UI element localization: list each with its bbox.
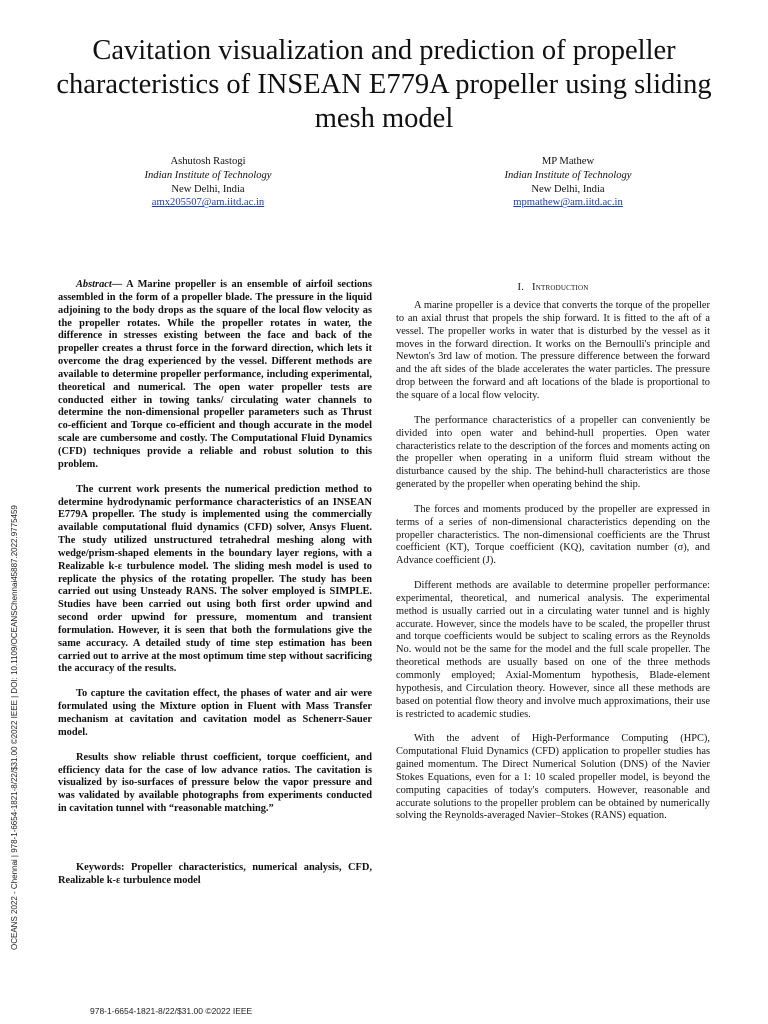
copyright-footer: 978-1-6654-1821-8/22/$31.00 ©2022 IEEE [90, 1006, 253, 1016]
author-email-link[interactable]: mpmathew@am.iitd.ac.in [513, 197, 623, 209]
section-number: I. [517, 282, 525, 293]
section-heading [396, 281, 710, 294]
author-block-1 [58, 155, 358, 210]
intro-paragraph: A marine propeller is a device that converts the torque of the propeller to an axial thrust that propels the ship forward. It is fitted to the aft of a vessel. The propeller works in water that is disturbed by the vessel as it moves in the forward direction. It works on the Bernoulli's principle and Newton's 3rd law of motion. The pressure difference between the forward and the aft sides of the blade accelerates the water particles. The pressure drop between the forward and aft locations of the blade is proportional to the square of a local flow velocity. [396, 300, 710, 401]
keywords: Keywords: Propeller characteristics, numerical analysis, CFD, Realizable k-ε turbulence model [58, 861, 372, 886]
abstract-paragraph: Results show reliable thrust coefficient, torque coefficient, and efficiency data for the case of low advance ratios. The cavitation is visualized by iso-surfaces of pressure below the vapor pressure and was validated by available photographs from experiments conducted in cavitation tunnel with “reasonable matching.” [58, 751, 372, 815]
abstract-column [58, 279, 372, 900]
abstract-label: Abstract— [76, 279, 123, 290]
author-email-link[interactable]: amx205507@am.iitd.ac.in [151, 197, 265, 209]
author-block-2 [418, 155, 718, 210]
author-affiliation: Indian Institute of Technology [504, 169, 632, 181]
intro-paragraph: Different methods are available to determine propeller performance: experimental, theoretical, and numerical analysis. The experimental method is usually carried out in a circulating water tunnel and is highly accurate. However, since the models have to be scaled, the propeller thrust and torque coefficients would be subject to scaling errors as the Reynolds No. would not be the same for the model and the full scale propeller. The theoretical methods are usually based on one of the three methods commonly employed; Axial-Momentum hypothesis, Blade-element hypothesis, and Circulation theory. However, since all these methods are based on potential flow theory and involve much approximations, their use is restricted to academic studies. [396, 580, 710, 720]
introduction-column [396, 281, 710, 835]
abstract-paragraph: The current work presents the numerical prediction method to determine hydrodynamic performance characteristics of an INSEAN E779A propeller. The study is implemented using the commercially available computational fluid dynamics (CFD) solver, Ansys Fluent. The study utilized unstructured tetrahedral meshing along with wedge/prism-shaped elements in the boundary layer regions, with a Realizable k-ε turbulence model. The sliding mesh model is used to replicate the physics of the rotating propeller. The study has been carried out using Unsteady RANS. The solver employed is SIMPLE. Studies have been carried out using both first order upwind and second order upwind for pressure, momentum and transient formulation. However, it is seen that both the formulations give the same accuracy. A detailed study of time step estimation has been carried out to arrive at the most optimum time step without sacrificing the accuracy of the results. [58, 483, 372, 675]
intro-paragraph: The forces and moments produced by the propeller are expressed in terms of a series of non-dimensional characteristics depending on the propeller characteristics. The non-dimensional coefficients are the Thrust coefficient (KT), Torque coefficient (KQ), cavitation number (σ), and Advance coefficient (J). [396, 503, 710, 567]
abstract-paragraph [58, 279, 372, 472]
author-city: New Delhi, India [531, 183, 605, 195]
intro-paragraph: With the advent of High-Performance Computing (HPC), Computational Fluid Dynamics (CFD) application to propeller studies has gained momentum. The Direct Numerical Solution (DNS) of the Navier Stokes Equations, even for a 1: 10 scaled propeller model, is beyond the computing capacities of today's computers. However, reasonable and accurate solutions to the propeller problem can be obtained by numerically solving the Reynolds-averaged Navier–Stokes (RANS) equation. [396, 733, 710, 822]
abstract-paragraph: To capture the cavitation effect, the phases of water and air were formulated using the Mixture option in Fluent with Mass Transfer mechanism at cavitation and cavitation model as Schenerr-Sauer model. [58, 688, 372, 738]
doi-sidebar: OCEANS 2022 - Chennai | 978-1-6654-1821-8/22/$31.00 ©2022 IEEE | DOI: 10.1109/OCEANSChennai45887.2022.9775459 [10, 505, 19, 950]
paper-title: Cavitation visualization and prediction of propeller characteristics of INSEAN E779A propeller using sliding mesh model [56, 35, 712, 135]
author-name: Ashutosh Rastogi [170, 156, 246, 167]
author-name: MP Mathew [541, 156, 595, 167]
intro-paragraph: The performance characteristics of a propeller can conveniently be divided into open water and behind-hull properties. Open water characteristics relate to the description of the forces and moments acting on the propeller when operating in a uniform fluid stream without the disturbance caused by the ship. The behind-hull characteristics are those generated by the propeller when operating behind the ship. [396, 414, 710, 491]
section-title: Introduction [532, 282, 589, 293]
abstract-text: A Marine propeller is an ensemble of airfoil sections assembled in the form of a propeller blade. The pressure in the liquid adjoining to the body drops as the square of the local flow velocity as the propeller rotates. While the propeller rotates in water, the difference in stresses existing between the face and back of the propeller creates a thrust force in the forward direction, which lets it overcome the drag experienced by the vessel. Different methods are available to determine propeller performance, including experimental, theoretical and numerical. The open water propeller tests are conducted either in towing tanks/ circulating water channels to determine the non-dimensional propeller parameters such as Thrust co-efficient and Torque co-efficient and though accurate in the model scale are cumbersome and costly. The Computational Fluid Dynamics (CFD) techniques provide a reliable and robust solution to this problem. [58, 279, 372, 470]
author-affiliation: Indian Institute of Technology [144, 169, 272, 181]
author-city: New Delhi, India [171, 183, 245, 195]
